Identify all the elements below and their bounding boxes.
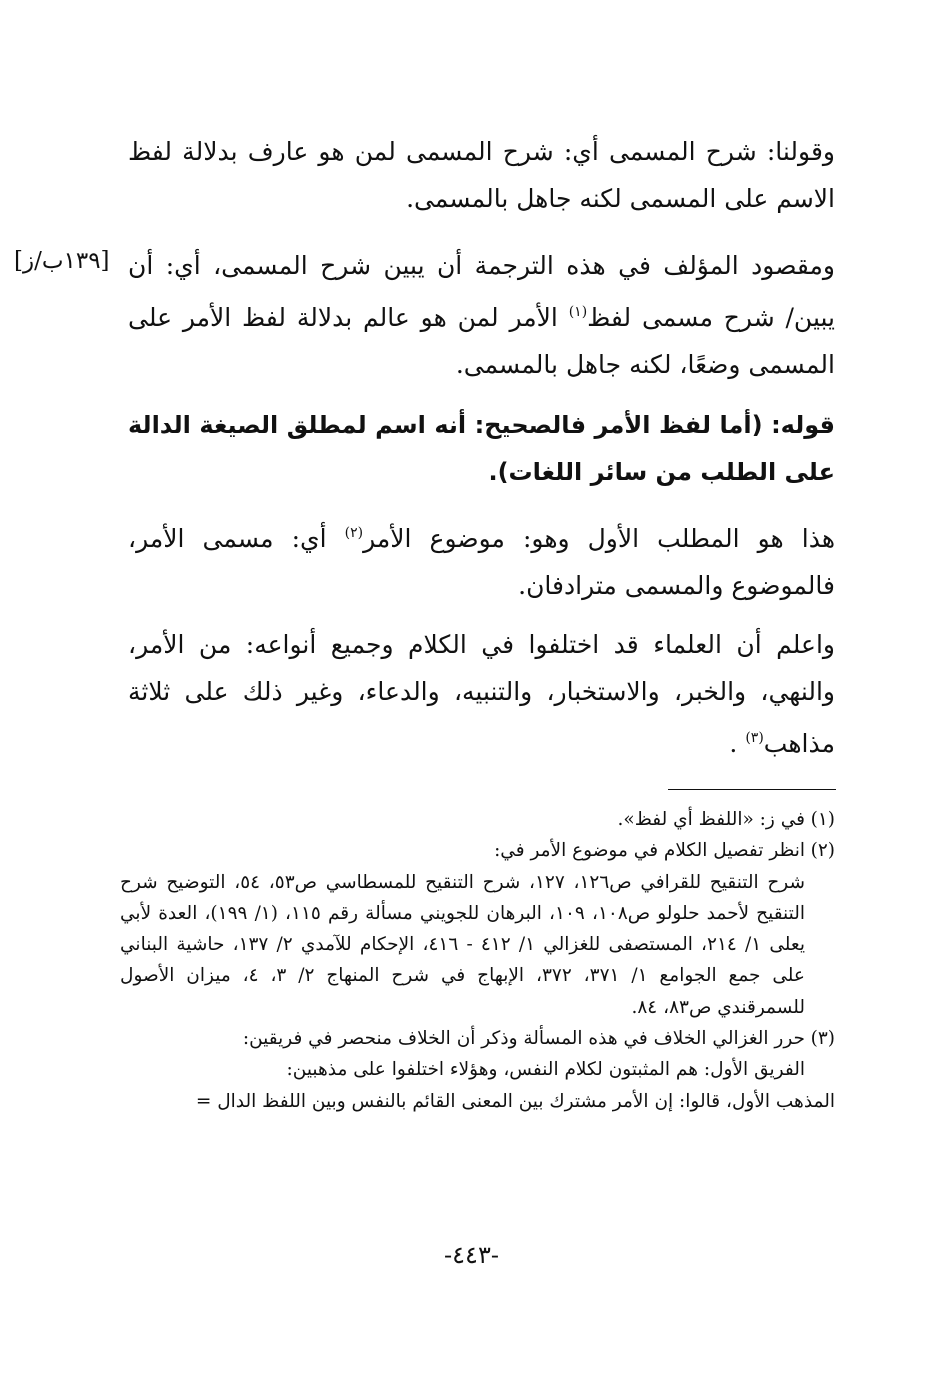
footnote-1-number: (١) [810,809,835,830]
footnote-2-text: انظر تفصيل الكلام في موضوع الأمر في: [494,840,805,862]
paragraph-4 [128,510,835,609]
paragraph-2-text-b: الأمر لمن هو عالم بدلالة لفظ الأمر على المسمى وضعًا، لكنه جاهل بالمسمى. [128,303,835,379]
paragraph-4-text-a: هذا هو المطلب الأول وهو: موضوع الأمر [363,524,836,553]
paragraph-2-text-a: ومقصود المؤلف في هذه الترجمة أن يبين شرح المسمى، أي: أن يبين/ شرح مسمى لفظ [128,251,835,332]
quoted-statement: قوله: (أما لفظ الأمر فالصحيح: أنه اسم لمطلق الصيغة الدالة على الطلب من سائر اللغات). [128,411,835,486]
footnote-3-line-2: الفريق الأول: هم المثبتون لكلام النفس، وهؤلاء اختلفوا على مذهبين: [286,1059,805,1081]
paragraph-5 [128,621,835,767]
footnote-1 [120,804,835,835]
footnote-3 [120,1023,835,1054]
footnote-ref-2: (٢) [344,525,364,541]
footnote-2-number: (٢) [810,840,835,862]
footnote-divider [668,789,836,790]
paragraph-5-text-a: واعلم أن العلماء قد اختلفوا في الكلام وجميع أنواعه: من الأمر، والنهي، والخبر، والاستخبار، والتنبيه، والدعاء، وغير ذلك على ثلاثة مذاهب [128,630,835,758]
footnote-3-line-3: المذهب الأول، قالوا: إن الأمر مشترك بين المعنى القائم بالنفس وبين اللفظ الدال = [195,1090,835,1112]
footnotes [120,804,835,1117]
paragraph-4-text-b: أي: مسمى الأمر، فالموضوع والمسمى مترادفان. [128,524,835,600]
footnote-ref-1: (١) [568,304,588,320]
footnote-ref-3: (٣) [745,730,764,746]
manuscript-folio-ref: [١٣٩ب/ز] [14,248,110,274]
footnote-3-text: حرر الغزالي الخلاف في هذه المسألة وذكر أن الخلاف منحصر في فريقين: [242,1028,805,1050]
footnote-2 [120,835,835,866]
paragraph-5-text-b: . [729,729,746,758]
page-number: -٤٤٣- [444,1241,499,1269]
footnote-3-number: (٣) [810,1028,835,1050]
footnote-1-text: في ز: «اللفظ أي لفظ». [617,809,805,830]
paragraph-2 [128,242,835,388]
footnote-2-references: شرح التنقيح للقرافي ص١٢٦، ١٢٧، شرح التنقيح للمسطاسي ص٥٣، ٥٤، التوضيح شرح التنقيح لأحمد حلولو ص١٠٨، ١٠٩، البرهان للجويني مسألة رقم ١١٥، (١/ ١٩٩)، العدة لأبي يعلى ١/ ٢١٤، المستصفى للغزالي ١/ ٤١٢ - ٤١٦، الإحكام للآمدي ٢/ ١٣٧، حاشية البناني على جمع الجوامع ١/ ٣٧١، ٣٧٢، الإبهاج في شرح المنهاج ٢/ ٣، ٤، ميزان الأصول للسمرقندي ص٨٣، ٨٤. [120,871,805,1018]
paragraph-1: وقولنا: شرح المسمى أي: شرح المسمى لمن هو عارف بدلالة لفظ الاسم على المسمى لكنه جاهل بالمسمى. [128,137,835,213]
